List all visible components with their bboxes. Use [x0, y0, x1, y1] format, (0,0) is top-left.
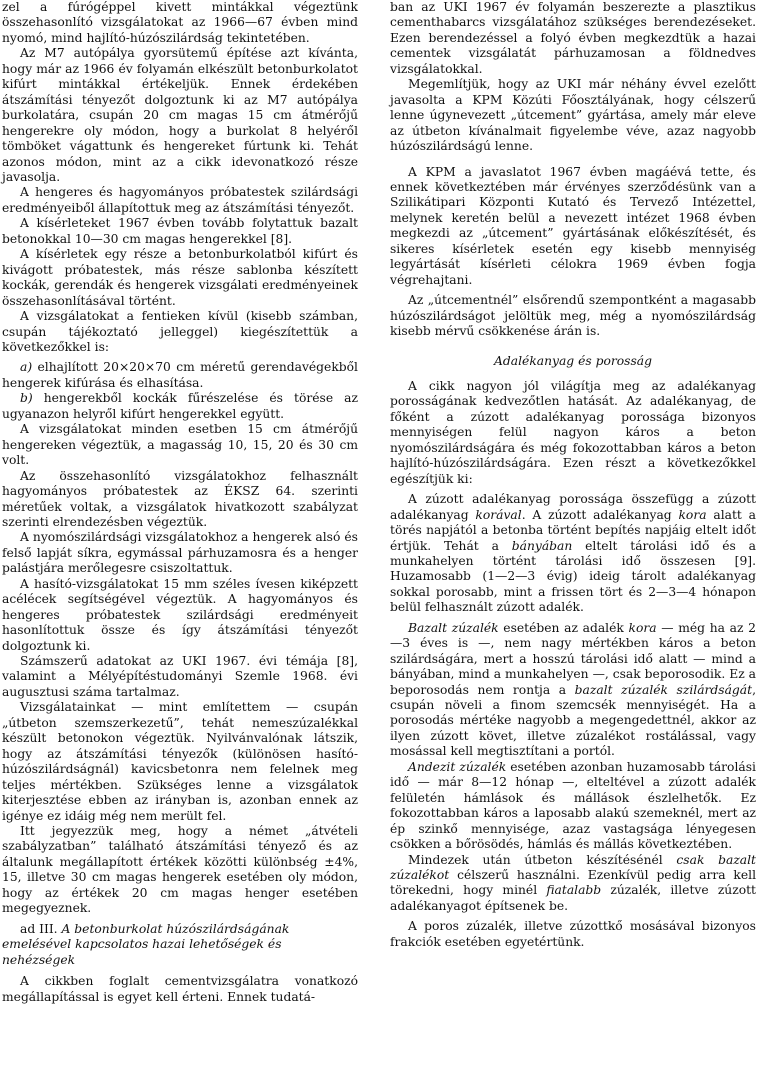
text-run-italic: Bazalt zúzalék: [408, 620, 499, 635]
text-run-italic: kora: [628, 620, 657, 635]
paragraph: Az „útcementnél” elsőrendű szempontként a magasabb húzószilárdságot jelöltük meg, még a nyomószilárdság kisebb mérvű csökkenése árán is.: [390, 293, 756, 339]
paragraph: [390, 621, 756, 760]
list-item-label: b): [20, 391, 33, 406]
section-heading-prefix: ad III.: [20, 921, 58, 936]
text-run-italic: bányában: [511, 538, 573, 553]
text-run: . A zúzott adalékanyag: [521, 507, 679, 522]
paragraph: [390, 760, 756, 853]
paragraph: A kísérleteket 1967 évben tovább folytattuk bazalt betonokkal 10—30 cm magas hengerekkel [8].: [2, 216, 358, 246]
text-run: Mindezek után útbeton készítésénél: [408, 852, 677, 867]
section-heading: [2, 922, 358, 968]
paragraph: Az M7 autópálya gyorsütemű építése azt kívánta, hogy már az 1966 év folyamán elkészült betonburkolatot kifúrt mintákkal értékeljük. Ennek érdekében átszámítási tényezőt dolgoztunk ki az M7 autópálya burkolatára, csupán 20 cm magas 15 cm átmérőjű hengerekre oly módon, hogy a burkolat 8 helyéről tömböket vágattunk és hengereket fúrtunk ki. Tehát azonos módon, mint az a cikk idevonatkozó része javasolja.: [2, 46, 358, 184]
text-run: esetében azonban huzamosabb tárolási idő — már 8—12 hónap —, elteltével a zúzott adalék felületén hámlások és mállások észlelhetők. Ez fokozottabban káros a laposabb alakú szemeknél, mert az ép szinkő mennyisége, azaz vastagsága lényegesen csökken a bőrösödés, hámlás és mállás következtében.: [390, 759, 756, 852]
text-run: A zúzott adalékanyag porossága összefügg a zúzott adalékanyag: [390, 492, 756, 522]
text-run-italic: Andezit zúzalék: [408, 759, 507, 774]
text-run: esetében az adalék: [498, 620, 629, 635]
paragraph: A cikk nagyon jól világítja meg az adalékanyag porosságának kedvezőtlen hatását. Az adalékanyag, de főként a zúzott adalékanyag porossága bizonyos mennyiségen felül nagyon káros a beton nyomószilárdságára és még fokozottabban káros a beton hajlító-húzószilárdságára. Ezen részt a következőkkel egészítjük ki:: [390, 378, 756, 486]
text-run: zúzalék, illetve zúzott adalékanyagot építsenek be.: [390, 883, 756, 913]
paragraph: Megemlítjük, hogy az UKI már néhány évvel ezelőtt javasolta a KPM Közúti Főosztályának, hogy célszerű lenne úgynevezett „útcement” gyártása, amely már eleve az útbeton kívánalmait figyelembe véve, azaz nagyobb húzószilárdságú lenne.: [390, 77, 756, 154]
text-run: , csupán növeli a finom szemcsék mennyiségét. Ha a porosodás mértéke nagyobb a megengedettnél, akkor az ilyen zúzott követ, illetve zúzalékot rostálással, vagy mosással kell megtisztítani a portól.: [390, 682, 756, 759]
text-run: — még ha az 2—3 éves is —, nem nagy mértékben káros a beton szilárdságára, mert a hosszú tárolási idő alatt — mind a bányában, mind a munkahelyen —, csak beporosodik. Ez a beporosodás nem rontja a: [390, 620, 756, 697]
text-run-italic: kora: [678, 507, 707, 522]
paragraph: A kísérletek egy része a betonburkolatból kifúrt és kivágott próbatestek, más része sablonba készített kockák, gerendák és hengerek vizsgálati eredményeinek összehasonlításával történt.: [2, 247, 358, 308]
text-run: célszerű használni. Ezenkívül pedig arra kell törekedni, hogy minél: [390, 868, 756, 898]
section-heading: Adalékanyag és porosság: [494, 353, 652, 368]
text-run-italic: fiatalabb: [546, 883, 602, 898]
text-run-italic: bazalt zúzalék szilárdságát: [574, 682, 753, 697]
section-heading-text: A betonburkolat húzószilárdságának emelésével kapcsolatos hazai lehetőségek és nehézségek: [2, 921, 290, 967]
text-run-italic: korával: [475, 507, 522, 522]
paragraph: A hasító-vizsgálatokat 15 mm széles ívesen kiképzett acélécek segítségével végeztük. A hagyományos és hengeres próbatestek szilárdsági eredményeit hasonlítottuk össze és így átszámítási tényezőt dolgoztunk ki.: [2, 576, 358, 653]
right-column: [390, 0, 756, 950]
list-item-label: a): [20, 360, 33, 375]
list-item: [2, 360, 358, 391]
paragraph: [390, 492, 756, 616]
left-column: [2, 0, 358, 1005]
list-item: [2, 391, 358, 422]
paragraph: [390, 853, 756, 915]
list-item-text: elhajlított 20×20×70 cm méretű gerendavégekből hengerek kifúrása és elhasítása.: [2, 360, 358, 390]
text-run: alatt a törés napjától a betonba történt bepítés napjáig eltelt időt értjük. Tehát a: [390, 507, 756, 553]
paragraph: ban az UKI 1967 év folyamán beszerezte a plasztikus cementhabarcs vizsgálatához szükséges berendezéseket. Ezen berendezéssel a folyó évben megkezdtük a hazai cementek vizsgálatát párhuzamosan a földnedves vizsgálatokkal.: [390, 0, 756, 76]
paragraph: A vizsgálatokat a fentieken kívül (kisebb számban, csupán tájékoztató jelleggel) kiegészítettük a következőkkel is:: [2, 309, 358, 354]
paragraph: A cikkben foglalt cementvizsgálatra vonatkozó megállapítással is egyet kell érteni. Ennek tudatá-: [2, 974, 358, 1004]
paragraph: Vizsgálatainkat — mint említettem — csupán „útbeton szemszerkezetű”, tehát nemeszúzalékkal készült betonokon végeztük. Nyilvánvalónak látszik, hogy az átszámítási tényezők (különösen hasító-húzószilárdságnál) kavicsbetonra nem felelnek meg teljes mértékben. Szükséges lenne a vizsgálatok kiterjesztése ebben az irányban is, azonban ennek az igénye ez idáig még nem merült fel.: [2, 700, 358, 823]
paragraph: A hengeres és hagyományos próbatestek szilárdsági eredményeiből állapítottuk meg az átszámítási tényezőt.: [2, 185, 358, 215]
text-run: eltelt tárolási idő és a munkahelyen történt tárolási idő összesen [9]. Huzamosabb (1—2—3 évig) ideig tárolt adalékanyag sokkal porosabb, mint a frissen tört és 2—3—4 hónapon belül felhasznált zúzott adalék.: [390, 538, 756, 615]
paragraph: Számszerű adatokat az UKI 1967. évi témája [8], valamint a Mélyépítéstudományi Szemle 1968. évi augusztusi száma tartalmaz.: [2, 654, 358, 699]
paragraph: A KPM a javaslatot 1967 évben magáévá tette, és ennek következtében már érvényes szerződésünk van a Szilikátipari Központi Kutató és Tervező Intézettel, melynek keretén belül a nevezett intézet 1968 évben megkezdi az „útcement” gyártásának előkészítését, és sikeres kísérletek esetén egy kisebb mennyiség legyártását kísérleti célokra 1969 évben fogja végrehajtani.: [390, 164, 756, 287]
paragraph: A poros zúzalék, illetve zúzottkő mosásával bizonyos frakciók esetében egyetértünk.: [390, 919, 756, 949]
list-item-text: hengerekből kockák fűrészelése és törése az ugyanazon helyről kifúrt hengerekkel együtt.: [2, 391, 358, 421]
text-run-italic: csak bazalt zúzalékot: [390, 852, 756, 883]
paragraph: zel a fúrógéppel kivett mintákkal végeztünk összehasonlító vizsgálatokat az 1966—67 évben mind nyomó, mind hajlító-húzószilárdság tekintetében.: [2, 0, 358, 45]
paragraph: Itt jegyezzük meg, hogy a német „átvételi szabályzatban” található átszámítási tényező és az általunk megállapított értékek közötti különbség ±4%, 15, illetve 30 cm magas hengerek esetében oly módon, hogy az értékek 20 cm magas henger esetében megegyeznek.: [2, 824, 358, 916]
paragraph: Az összehasonlító vizsgálatokhoz felhasznált hagyományos próbatestek az ÉKSZ 64. szerinti méretűek voltak, a vizsgálatok hivatkozott szabályzat szerinti elrendezésben végeztük.: [2, 468, 358, 529]
paragraph: A nyomószilárdsági vizsgálatokhoz a hengerek alsó és felső lapját síkra, egymással párhuzamosra és a henger palástjára merőlegesre csiszoltattuk.: [2, 530, 358, 576]
paragraph: A vizsgálatokat minden esetben 15 cm átmérőjű hengereken végeztük, a magasság 10, 15, 20 és 30 cm volt.: [2, 422, 358, 468]
